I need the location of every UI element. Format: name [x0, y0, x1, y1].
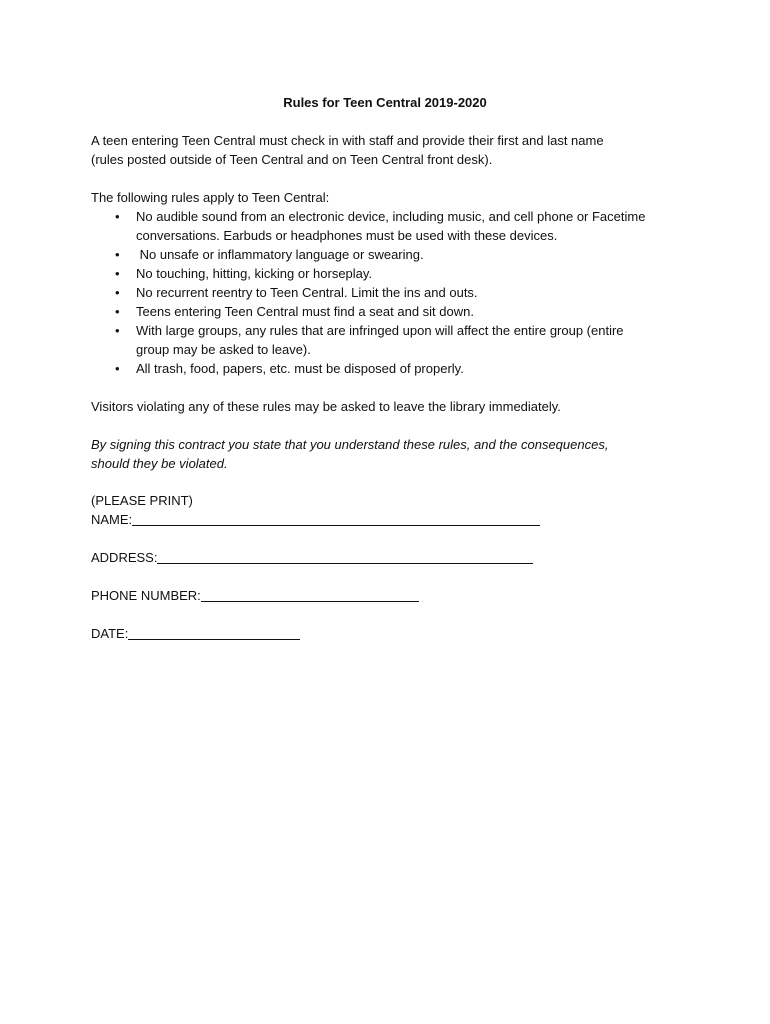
rules-list	[91, 207, 691, 378]
rule-item	[91, 245, 691, 264]
rule-text-line: Teens entering Teen Central must find a seat and sit down.	[136, 304, 474, 319]
rule-text-line: No audible sound from an electronic device, including music, and cell phone or Facetime	[136, 209, 646, 224]
bullet-icon: •	[115, 323, 120, 338]
print-note: (PLEASE PRINT)	[91, 493, 193, 508]
bullet-icon: •	[115, 361, 120, 376]
phone-field-row	[91, 586, 691, 605]
rule-text-line: No touching, hitting, kicking or horseplay.	[136, 266, 373, 281]
rule-text-line: group may be asked to leave).	[136, 342, 311, 357]
name-field-row	[91, 510, 691, 529]
rule-text-line: No unsafe or inflammatory language or swearing.	[136, 247, 424, 262]
bullet-icon: •	[115, 304, 120, 319]
document-title: Rules for Teen Central 2019-2020	[283, 95, 487, 110]
intro-line: (rules posted outside of Teen Central and on Teen Central front desk).	[91, 152, 493, 167]
date-blank-line[interactable]	[128, 624, 300, 640]
name-label: NAME:	[91, 512, 133, 527]
rule-item	[91, 207, 691, 245]
rule-item	[91, 264, 691, 283]
address-field-row	[91, 548, 691, 567]
phone-label: PHONE NUMBER:	[91, 588, 201, 603]
signing-line: should they be violated.	[91, 456, 228, 471]
rule-item	[91, 283, 691, 302]
visitors-note: Visitors violating any of these rules may be asked to leave the library immediately.	[91, 399, 561, 414]
address-label: ADDRESS:	[91, 550, 158, 565]
date-field-row	[91, 624, 691, 643]
intro-line: A teen entering Teen Central must check in with staff and provide their first and last name	[91, 133, 604, 148]
rules-lead-text: The following rules apply to Teen Central:	[91, 190, 330, 205]
signing-statement	[91, 435, 691, 473]
name-blank-line[interactable]	[132, 510, 540, 526]
bullet-icon: •	[115, 247, 120, 262]
rule-text-line: conversations. Earbuds or headphones must be used with these devices.	[136, 228, 558, 243]
intro-paragraph	[91, 131, 691, 169]
signing-line: By signing this contract you state that you understand these rules, and the consequences,	[91, 437, 609, 452]
rule-text-line: No recurrent reentry to Teen Central. Limit the ins and outs.	[136, 285, 478, 300]
print-note-block	[91, 491, 691, 510]
date-label: DATE:	[91, 626, 129, 641]
bullet-icon: •	[115, 266, 120, 281]
rule-text-line: All trash, food, papers, etc. must be disposed of properly.	[136, 361, 464, 376]
phone-blank-line[interactable]	[201, 586, 419, 602]
address-blank-line[interactable]	[157, 548, 533, 564]
rule-item	[91, 302, 691, 321]
rule-item	[91, 359, 691, 378]
bullet-icon: •	[115, 285, 120, 300]
bullet-icon: •	[115, 209, 120, 224]
rule-text-line: With large groups, any rules that are infringed upon will affect the entire group (entire	[136, 323, 624, 338]
rule-item	[91, 321, 691, 359]
